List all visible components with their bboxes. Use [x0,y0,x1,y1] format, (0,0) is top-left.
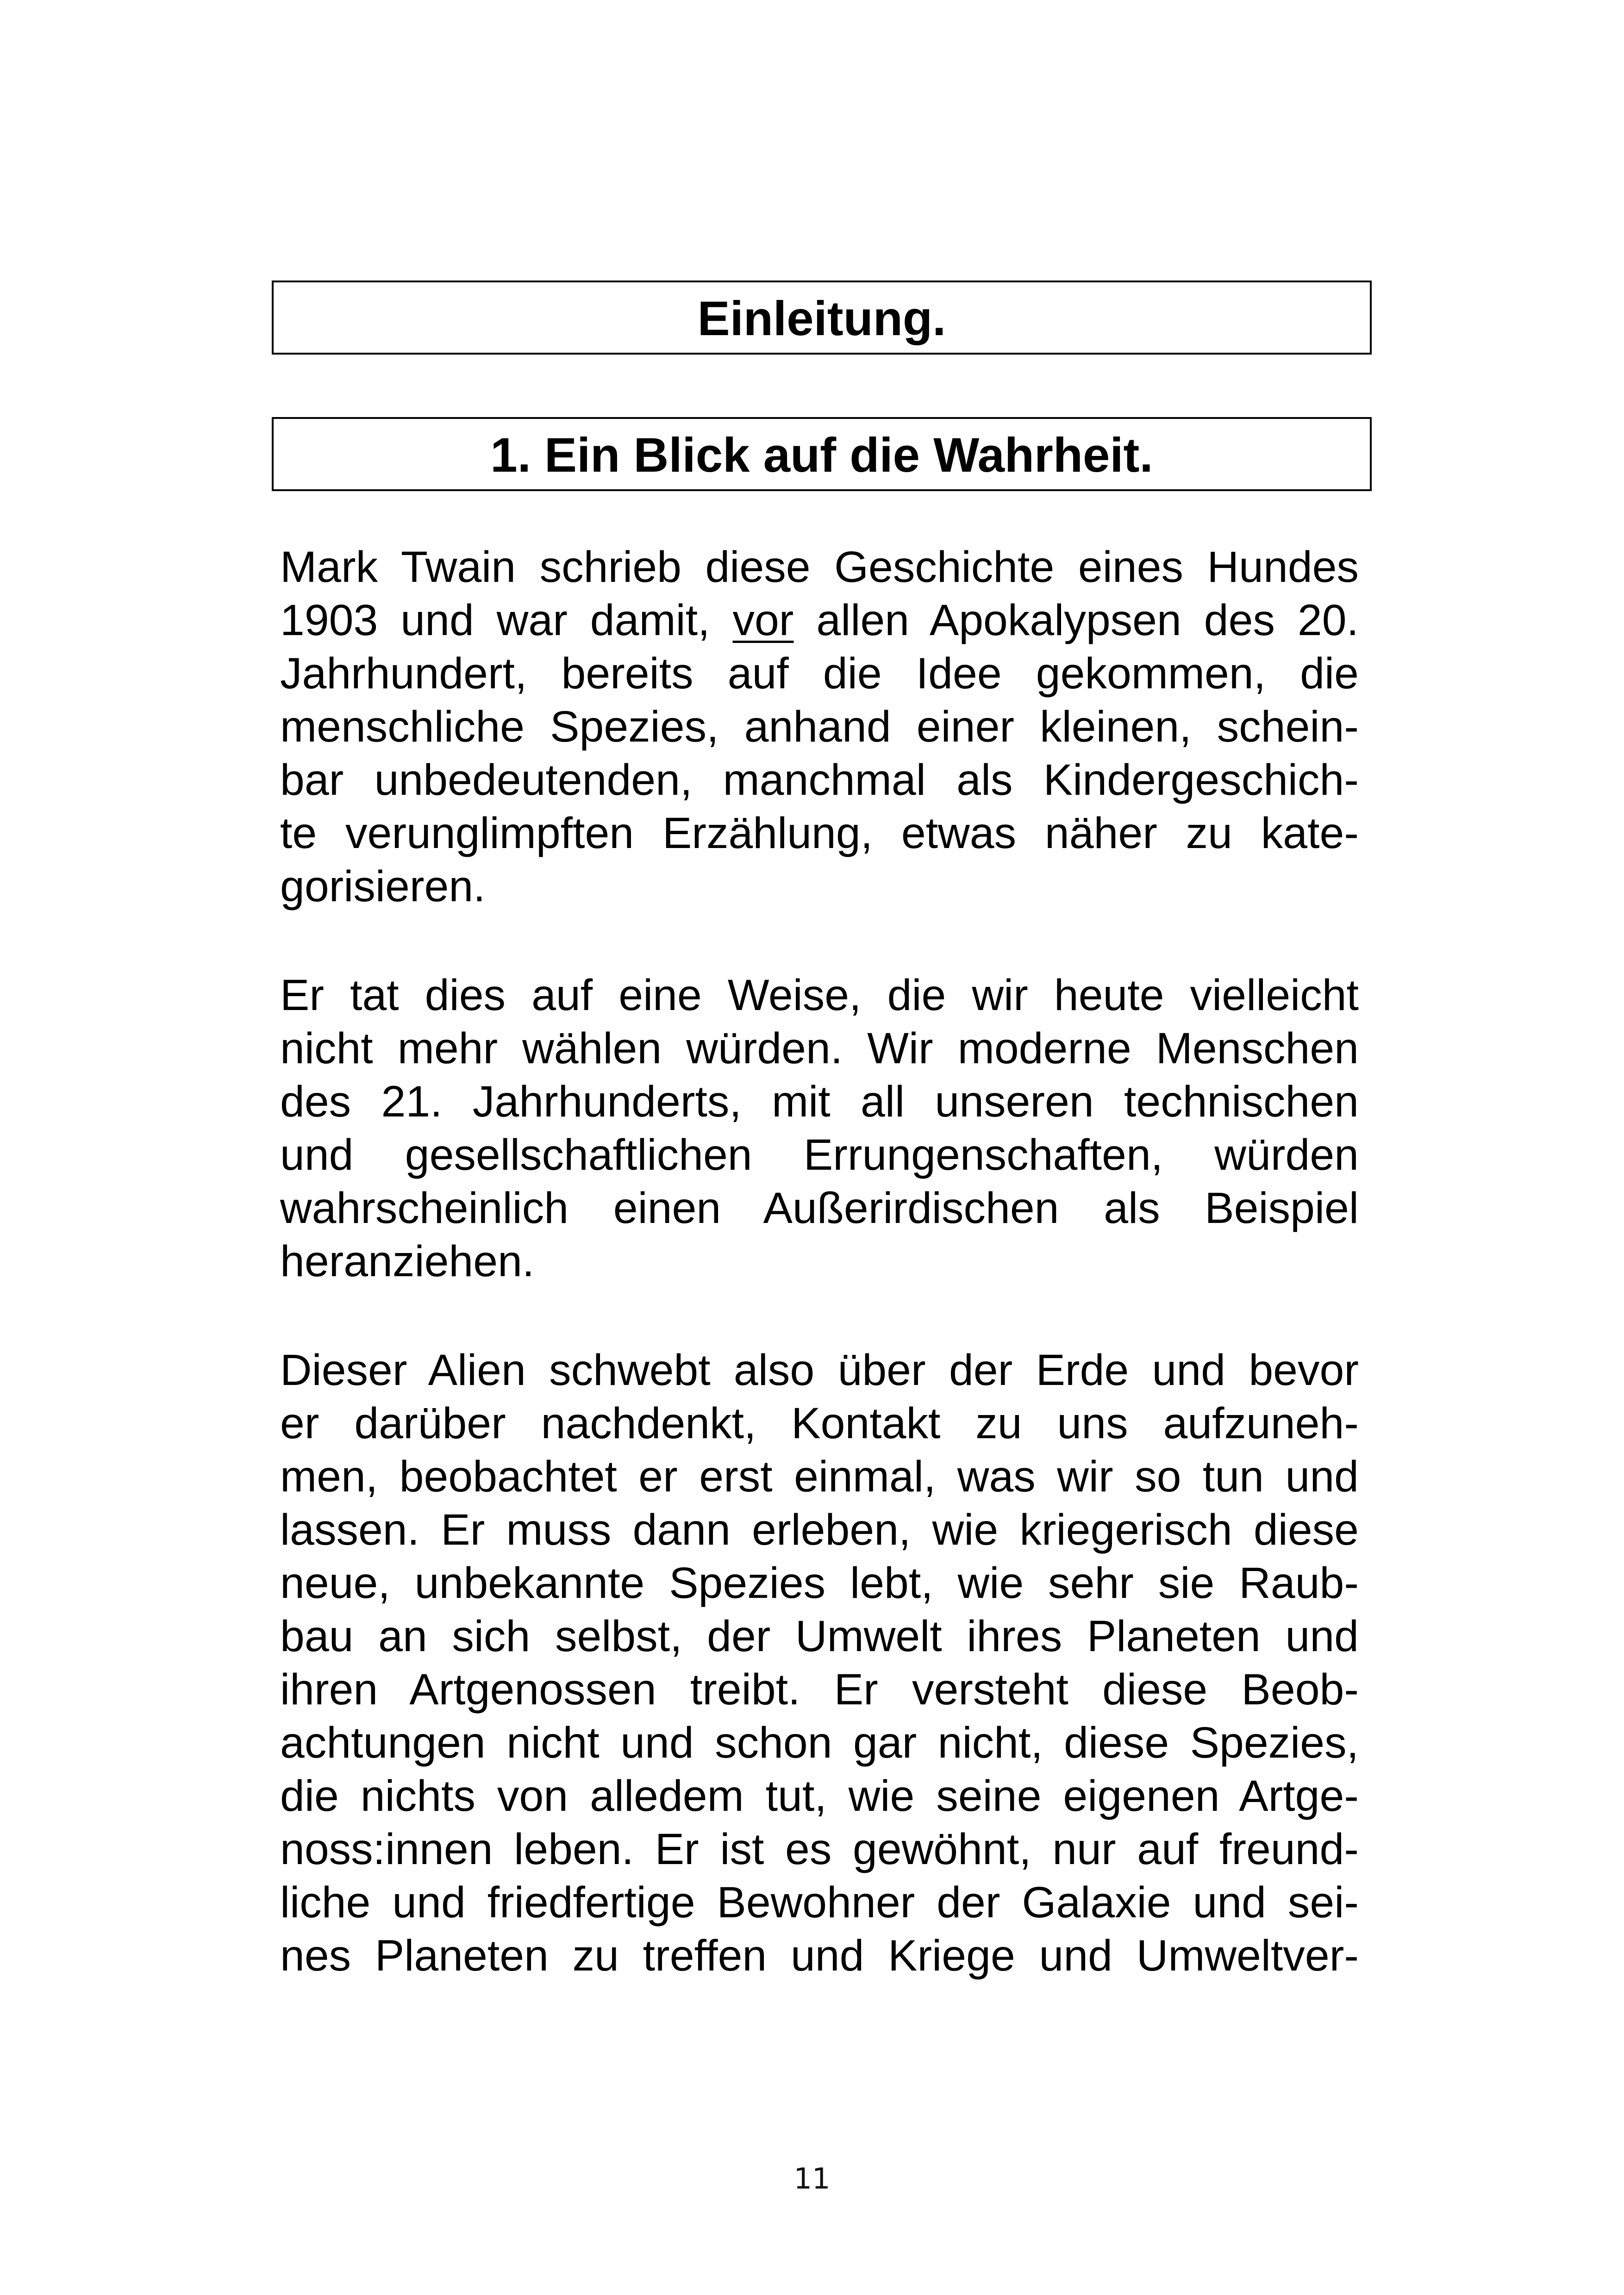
text-line: men, beobachtet er erst einmal, was wir so tun und [280,1452,1359,1501]
section-heading: Einleitung. [697,292,946,346]
text-line: wahrscheinlich einen Außerirdischen als Beispiel [280,1184,1359,1233]
text-line: er darüber nachdenkt, Kontakt zu uns aufzuneh- [280,1399,1359,1448]
text-line: te verunglimpften Erzählung, etwas näher zu kate- [280,809,1359,858]
chapter-heading: 1. Ein Blick auf die Wahrheit. [490,428,1153,482]
chapter-heading-box [272,417,1372,491]
underlined-word: vor [732,596,794,645]
text-line-with-emphasis [280,594,1359,647]
text-line: noss:innen leben. Er ist es gewöhnt, nur auf freund- [280,1825,1359,1874]
text-line: des 21. Jahrhunderts, mit all unseren technischen [280,1077,1359,1126]
text-line: bar unbedeutenden, manchmal als Kindergeschich- [280,755,1359,804]
text-line: Mark Twain schrieb diese Geschichte eines Hundes [280,543,1359,592]
text-line: und gesellschaftlichen Errungenschaften, würden [280,1130,1359,1179]
paragraph-2 [280,969,1359,1288]
text-line: bau an sich selbst, der Umwelt ihres Planeten und [280,1612,1359,1661]
text-segment: 1903 und war damit, [280,596,733,645]
text-line: lassen. Er muss dann erleben, wie kriegerisch diese [280,1505,1359,1554]
text-line: die nichts von alledem tut, wie seine eigenen Artge- [280,1771,1359,1821]
text-line: neue, unbekannte Spezies lebt, wie sehr sie Raub- [280,1559,1359,1608]
text-line: gorisieren. [280,862,486,911]
text-line: Dieser Alien schwebt also über der Erde und bevor [280,1346,1359,1395]
text-line: liche und friedfertige Bewohner der Galaxie und sei- [280,1878,1359,1927]
text-line: nes Planeten zu treffen und Kriege und Umweltver- [280,1931,1359,1980]
text-line: Jahrhundert, bereits auf die Idee gekommen, die [280,649,1359,698]
text-line: Er tat dies auf eine Weise, die wir heute vielleicht [280,971,1359,1020]
text-line: achtungen nicht und schon gar nicht, diese Spezies, [280,1718,1359,1767]
text-line: ihren Artgenossen treibt. Er versteht diese Beob- [280,1665,1359,1714]
paragraph-1 [280,541,1359,913]
section-heading-box [272,281,1372,355]
paragraph-3 [280,1344,1359,1983]
text-line: menschliche Spezies, anhand einer kleinen, schein- [280,702,1359,751]
text-line: heranziehen. [280,1237,535,1286]
page-number: 11 [793,2162,831,2195]
text-segment: allen Apokalypsen des 20. [793,596,1359,645]
text-line: nicht mehr wählen würden. Wir moderne Menschen [280,1024,1359,1073]
